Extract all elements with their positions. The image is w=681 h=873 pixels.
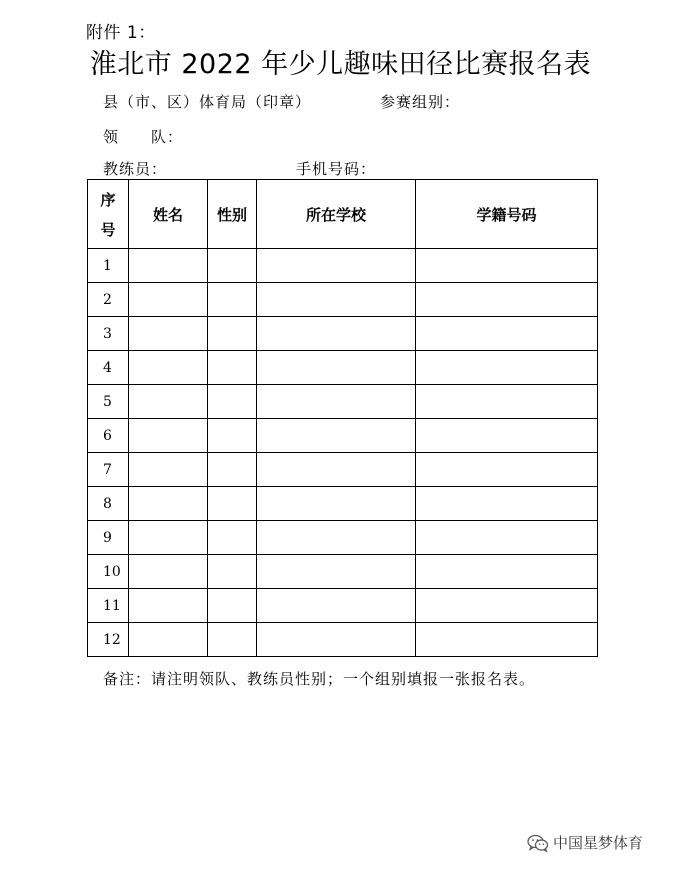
header-gender: 性别 [208,180,257,249]
name-cell[interactable] [129,521,208,555]
student-id-cell[interactable] [416,521,598,555]
student-id-cell[interactable] [416,283,598,317]
group-field-label: 参赛组别： [380,93,461,111]
gender-cell[interactable] [208,419,257,453]
table-row [88,317,598,351]
table-row [88,283,598,317]
watermark [527,832,643,853]
gender-cell[interactable] [208,249,257,283]
student-id-cell[interactable] [416,555,598,589]
table-row [88,521,598,555]
gender-cell[interactable] [208,555,257,589]
gender-cell[interactable] [208,385,257,419]
header-student-id: 学籍号码 [416,180,598,249]
attachment-label: 附件 1： [86,23,156,43]
school-cell[interactable] [257,589,416,623]
name-cell[interactable] [129,351,208,385]
name-cell[interactable] [129,283,208,317]
name-cell[interactable] [129,419,208,453]
table-row [88,487,598,521]
row-number: 4 [88,351,129,385]
coach-field-label: 教练员： [103,160,168,178]
row-number: 5 [88,385,129,419]
gender-cell[interactable] [208,487,257,521]
name-cell[interactable] [129,589,208,623]
student-id-cell[interactable] [416,623,598,657]
student-id-cell[interactable] [416,385,598,419]
name-cell[interactable] [129,317,208,351]
school-cell[interactable] [257,351,416,385]
registration-table [87,179,598,657]
table-row [88,385,598,419]
student-id-cell[interactable] [416,419,598,453]
name-cell[interactable] [129,555,208,589]
gender-cell[interactable] [208,317,257,351]
row-number: 9 [88,521,129,555]
row-number: 6 [88,419,129,453]
header-seq-line2: 号 [100,221,116,239]
gender-cell[interactable] [208,351,257,385]
watermark-text: 中国星梦体育 [553,834,644,852]
name-cell[interactable] [129,453,208,487]
name-cell[interactable] [129,487,208,521]
school-cell[interactable] [257,317,416,351]
gender-cell[interactable] [208,623,257,657]
school-cell[interactable] [257,487,416,521]
student-id-cell[interactable] [416,453,598,487]
table-header-row [88,180,598,249]
gender-cell[interactable] [208,589,257,623]
table-row [88,555,598,589]
table-row [88,419,598,453]
school-cell[interactable] [257,453,416,487]
row-number: 1 [88,249,129,283]
name-cell[interactable] [129,249,208,283]
row-number: 11 [88,589,129,623]
header-name: 姓名 [129,180,208,249]
student-id-cell[interactable] [416,351,598,385]
school-cell[interactable] [257,623,416,657]
row-number: 12 [88,623,129,657]
table-row [88,589,598,623]
table-row [88,249,598,283]
school-cell[interactable] [257,555,416,589]
header-school: 所在学校 [257,180,416,249]
student-id-cell[interactable] [416,249,598,283]
table-row [88,453,598,487]
school-cell[interactable] [257,385,416,419]
row-number: 3 [88,317,129,351]
table-body [88,249,598,657]
school-cell[interactable] [257,521,416,555]
row-number: 8 [88,487,129,521]
student-id-cell[interactable] [416,487,598,521]
school-cell[interactable] [257,419,416,453]
school-cell[interactable] [257,283,416,317]
gender-cell[interactable] [208,283,257,317]
name-cell[interactable] [129,623,208,657]
student-id-cell[interactable] [416,317,598,351]
row-number: 7 [88,453,129,487]
table-row [88,351,598,385]
wechat-icon [527,834,549,852]
county-field-label: 县（市、区）体育局（印章） [103,93,312,111]
name-cell[interactable] [129,385,208,419]
footnote: 备注：请注明领队、教练员性别；一个组别填报一张报名表。 [103,670,536,688]
row-number: 2 [88,283,129,317]
phone-field-label: 手机号码： [296,160,377,178]
page-title: 淮北市 2022 年少儿趣味田径比赛报名表 [89,49,592,80]
row-number: 10 [88,555,129,589]
header-seq [88,180,129,249]
table-row [88,623,598,657]
student-id-cell[interactable] [416,589,598,623]
gender-cell[interactable] [208,453,257,487]
header-seq-line1: 序 [100,191,116,209]
gender-cell[interactable] [208,521,257,555]
leader-field-label: 领 队： [103,128,184,146]
school-cell[interactable] [257,249,416,283]
